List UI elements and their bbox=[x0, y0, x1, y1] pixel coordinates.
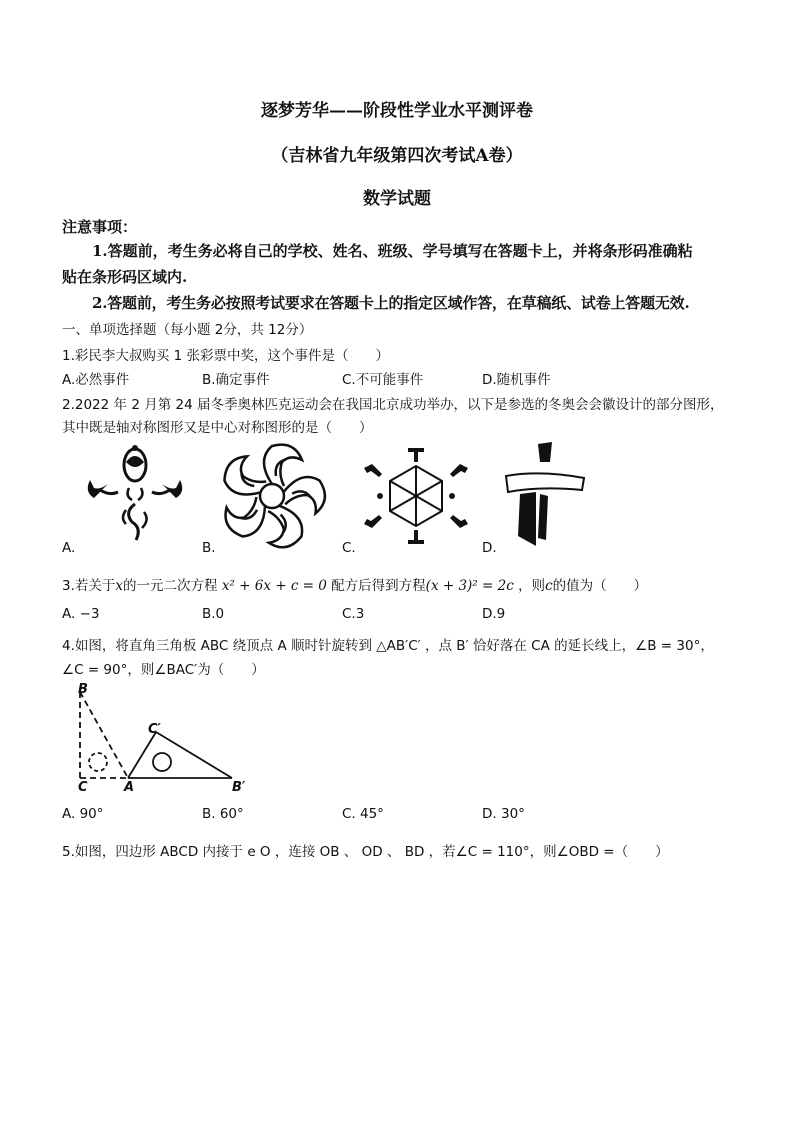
exam-title: 逐梦芳华——阶段性学业水平测评卷 bbox=[261, 101, 533, 121]
q1-option-c[interactable]: C.不可能事件 bbox=[342, 372, 424, 388]
emblem-d-figure bbox=[500, 442, 600, 550]
subject-title: 数学试题 bbox=[363, 189, 431, 209]
notice-item-2: 2.答题前，考生务必按照考试要求在答题卡上的指定区域作答，在草稿纸、试卷上答题无效. bbox=[92, 294, 690, 312]
notice-item-1-cont: 贴在条形码区域内. bbox=[62, 268, 188, 286]
emblem-b-figure bbox=[216, 440, 328, 552]
question-5-stem: 5.如图，四边形 ABCD 内接于 e O ，连接 OB 、 OD 、 BD ，若∠C = 110°，则∠OBD =（ ） bbox=[62, 844, 669, 860]
q4-option-d[interactable]: D. 30° bbox=[482, 806, 525, 822]
q4-option-b[interactable]: B. 60° bbox=[202, 806, 244, 822]
label-c-prime: C′ bbox=[148, 722, 161, 737]
notice-item-1: 1.答题前，考生务必将自己的学校、姓名、班级、学号填写在答题卡上，并将条形码准确粘 bbox=[92, 242, 693, 260]
q2-option-d[interactable]: D. bbox=[482, 540, 497, 556]
q3-option-d[interactable]: D.9 bbox=[482, 606, 506, 622]
q2-option-c[interactable]: C. bbox=[342, 540, 356, 556]
equation-1: x² + 6x + c = 0 bbox=[221, 578, 327, 594]
equation-2: (x + 3)² = 2c bbox=[425, 578, 514, 594]
q2-option-a[interactable]: A. bbox=[62, 540, 76, 556]
question-2-stem-cont: 其中既是轴对称图形又是中心对称图形的是（ ） bbox=[62, 420, 373, 436]
q4-option-a[interactable]: A. 90° bbox=[62, 806, 104, 822]
question-3-stem: 3.若关于x的一元二次方程 x² + 6x + c = 0 配方后得到方程(x + 3)² = 2c ，则c的值为（ ） bbox=[62, 578, 648, 594]
q1-option-a[interactable]: A.必然事件 bbox=[62, 372, 130, 388]
question-1-stem: 1.彩民李大叔购买 1 张彩票中奖，这个事件是（ ） bbox=[62, 348, 390, 364]
exam-subtitle: （吉林省九年级第四次考试A卷） bbox=[271, 146, 523, 166]
label-b-prime: B′ bbox=[232, 780, 246, 795]
q3-option-b[interactable]: B.0 bbox=[202, 606, 225, 622]
q3-option-a[interactable]: A. −3 bbox=[62, 606, 100, 622]
question-4-stem: 4.如图，将直角三角板 ABC 绕顶点 A 顺时针旋转到 △AB′C′ ，点 B′ 恰好落在 CA 的延长线上，∠B = 30°， bbox=[62, 638, 714, 654]
q1-option-d[interactable]: D.随机事件 bbox=[482, 372, 551, 388]
label-a: A bbox=[124, 780, 135, 795]
emblem-a-figure bbox=[80, 440, 192, 548]
label-c: C bbox=[78, 780, 88, 795]
notice-heading: 注意事项： bbox=[62, 218, 138, 236]
q2-option-b[interactable]: B. bbox=[202, 540, 216, 556]
question-2-stem: 2.2022 年 2 月第 24 届冬季奥林匹克运动会在我国北京成功举办，以下是参选的冬奥会会徽设计的部分图形， bbox=[62, 397, 724, 413]
emblem-c-figure bbox=[360, 442, 472, 550]
q3-option-c[interactable]: C.3 bbox=[342, 606, 365, 622]
label-b: B bbox=[78, 682, 88, 697]
q4-option-c[interactable]: C. 45° bbox=[342, 806, 384, 822]
section-heading: 一、单项选择题（每小题 2分，共 12分） bbox=[62, 322, 313, 338]
q1-option-b[interactable]: B.确定事件 bbox=[202, 372, 270, 388]
question-4-stem-cont: ∠C = 90°，则∠BAC′为（ ） bbox=[62, 662, 265, 678]
